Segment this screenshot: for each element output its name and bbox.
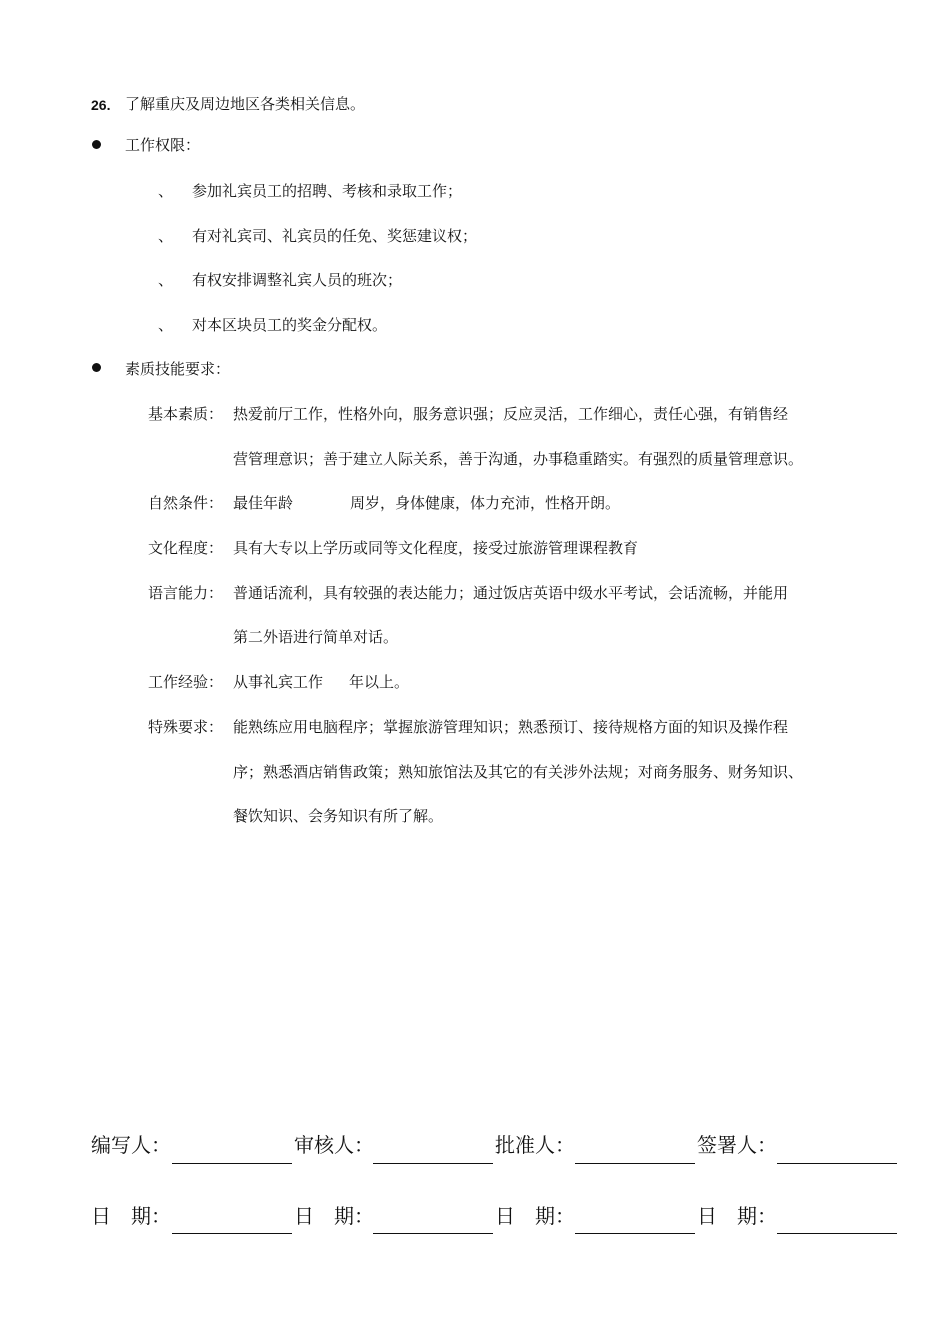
signer-signature-line[interactable] (777, 1163, 897, 1164)
date-line[interactable] (777, 1233, 897, 1234)
authority-item-text: 对本区块员工的奖金分配权。 (192, 316, 388, 334)
experience-text: 年以上。 (349, 673, 410, 691)
authority-item-mark: 、 (158, 227, 174, 245)
special-line: 能熟练应用电脑程序；掌握旅游管理知识；熟悉预订、接待规格方面的知识及操作程 (233, 718, 789, 736)
natural-condition-text: 最佳年龄 (233, 494, 294, 512)
special-label: 特殊要求： (148, 718, 224, 736)
authority-item-mark: 、 (158, 182, 174, 200)
bullet-icon (92, 363, 101, 372)
signer-label: 签署人： (697, 1133, 777, 1157)
language-line: 普通话流利，具有较强的表达能力；通过饭店英语中级水平考试，会话流畅，并能用 (233, 584, 789, 602)
natural-condition-label: 自然条件： (148, 494, 224, 512)
authority-item-mark: 、 (158, 316, 174, 334)
education-text: 具有大专以上学历或同等文化程度，接受过旅游管理课程教育 (233, 539, 639, 557)
special-line: 序；熟悉酒店销售政策；熟知旅馆法及其它的有关涉外法规；对商务服务、财务知识、 (233, 763, 804, 781)
date-line[interactable] (373, 1233, 493, 1234)
item-text: 了解重庆及周边地区各类相关信息。 (125, 95, 366, 113)
reviewer-signature-line[interactable] (373, 1163, 493, 1164)
date-line[interactable] (172, 1233, 292, 1234)
authority-item-text: 参加礼宾员工的招聘、考核和录取工作； (192, 182, 463, 200)
writer-label: 编写人： (91, 1133, 171, 1157)
writer-signature-line[interactable] (172, 1163, 292, 1164)
date-label: 日 期： (697, 1204, 777, 1228)
authority-heading: 工作权限： (125, 136, 201, 154)
item-number: 26. (91, 97, 111, 113)
special-line: 餐饮知识、会务知识有所了解。 (233, 807, 444, 825)
authority-item-mark: 、 (158, 271, 174, 289)
date-line[interactable] (575, 1233, 695, 1234)
basic-quality-label: 基本素质： (148, 405, 224, 423)
language-label: 语言能力： (148, 584, 224, 602)
reviewer-label: 审核人： (294, 1133, 374, 1157)
basic-quality-line: 营管理意识；善于建立人际关系，善于沟通，办事稳重踏实。有强烈的质量管理意识。 (233, 450, 804, 468)
basic-quality-line: 热爱前厅工作，性格外向，服务意识强；反应灵活，工作细心，责任心强，有销售经 (233, 405, 789, 423)
education-label: 文化程度： (148, 539, 224, 557)
approver-signature-line[interactable] (575, 1163, 695, 1164)
authority-item-text: 有权安排调整礼宾人员的班次； (192, 271, 403, 289)
approver-label: 批准人： (495, 1133, 575, 1157)
skills-heading: 素质技能要求： (125, 360, 231, 378)
natural-condition-text: 周岁，身体健康，体力充沛，性格开朗。 (350, 494, 621, 512)
bullet-icon (92, 140, 101, 149)
date-label: 日 期： (91, 1204, 171, 1228)
authority-item-text: 有对礼宾司、礼宾员的任免、奖惩建议权； (192, 227, 478, 245)
date-label: 日 期： (294, 1204, 374, 1228)
date-label: 日 期： (495, 1204, 575, 1228)
language-line: 第二外语进行简单对话。 (233, 628, 399, 646)
experience-label: 工作经验： (148, 673, 224, 691)
experience-text: 从事礼宾工作 (233, 673, 324, 691)
